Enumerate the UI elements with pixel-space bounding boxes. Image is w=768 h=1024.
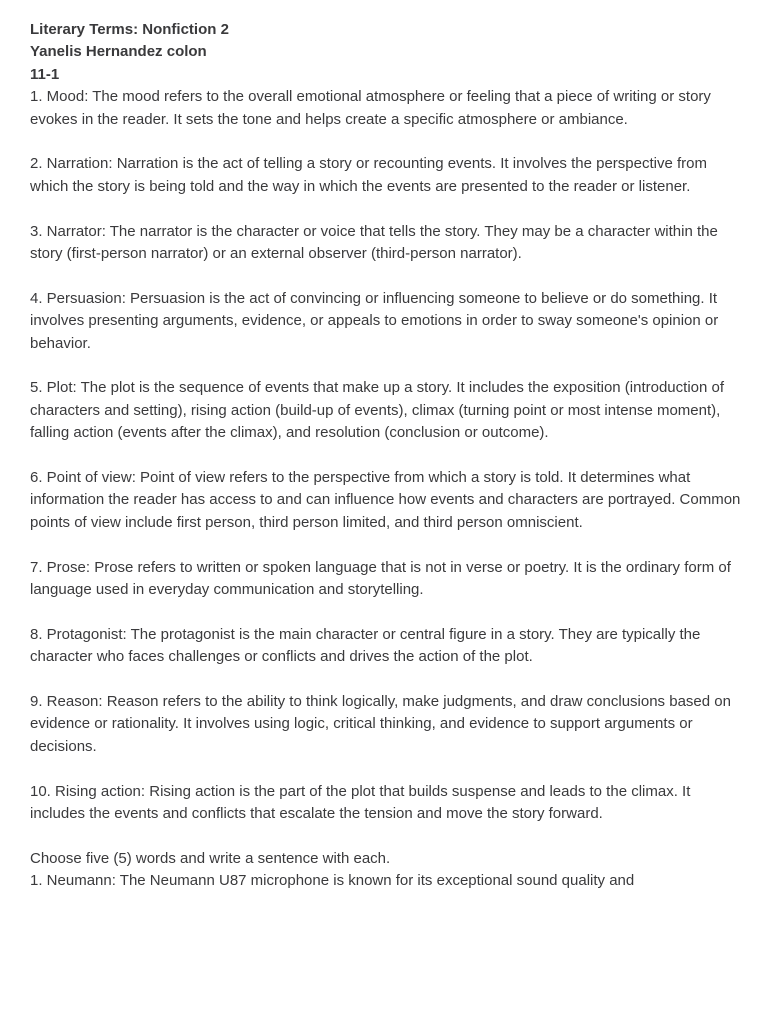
term-protagonist: 8. Protagonist: The protagonist is the main character or central figure in a story. They are typically the character who faces challenges or conflicts and drives the action of the plot. xyxy=(30,625,701,666)
sentence-item: 1. Neumann: The Neumann U87 microphone is known for its exceptional sound quality and xyxy=(30,872,635,890)
term-prose: 7. Prose: Prose refers to written or spoken language that is not in verse or poetry. It is the ordinary form of language used in everyday communication and storytelling. xyxy=(30,558,731,599)
paragraph-gap xyxy=(30,758,746,780)
class-code: 11-1 xyxy=(30,65,60,83)
document-title: Literary Terms: Nonfiction 2 xyxy=(30,21,229,38)
term-rising-action: 10. Rising action: Rising action is the part of the plot that builds suspense and leads to the climax. It includes the events and conflicts that escalate the tension and move the story forward. xyxy=(30,782,691,823)
paragraph-gap xyxy=(30,355,746,377)
paragraph-gap xyxy=(30,265,746,287)
paragraph-gap xyxy=(30,534,746,556)
term-narration: 2. Narration: Narration is the act of telling a story or recounting events. It involves the perspective from which the story is being told and the way in which the events are presented to the reader or listener. xyxy=(30,155,707,195)
paragraph-gap xyxy=(30,601,746,623)
paragraph-gap xyxy=(30,669,746,691)
paragraph-gap xyxy=(30,131,746,153)
paragraph-gap xyxy=(30,825,746,847)
term-narrator: 3. Narrator: The narrator is the character or voice that tells the story. They may be a character within the story (first-person narrator) or an external observer (third-person narrator). xyxy=(30,222,718,263)
term-persuasion: 4. Persuasion: Persuasion is the act of convincing or influencing someone to believe or do something. It involves presenting arguments, evidence, or appeals to emotions in order to sway someone's opinion or behavior. xyxy=(30,289,719,352)
term-point-of-view: 6. Point of view: Point of view refers to the perspective from which a story is told. It determines what information the reader has access to and can influence how events and characters are portrayed. Common points of view include first person, third person limited, and third person omniscient. xyxy=(30,469,741,531)
paragraph-gap xyxy=(30,445,746,467)
note-document xyxy=(30,19,746,893)
paragraph-gap xyxy=(30,198,746,220)
sentence-instruction: Choose five (5) words and write a sentence with each. xyxy=(30,849,391,867)
term-reason: 9. Reason: Reason refers to the ability to think logically, make judgments, and draw conclusions based on evidence or rationality. It involves using logic, critical thinking, and evidence to support arguments or decisions. xyxy=(30,693,731,755)
term-plot: 5. Plot: The plot is the sequence of events that make up a story. It includes the exposition (introduction of characters and setting), rising action (build-up of events), climax (turning point or most intense moment), falling action (events after the climax), and resolution (conclusion or outcome). xyxy=(30,379,725,442)
author-name: Yanelis Hernandez colon xyxy=(30,43,207,61)
term-mood: 1. Mood: The mood refers to the overall emotional atmosphere or feeling that a piece of writing or story evokes in the reader. It sets the tone and helps create a specific atmosphere or ambiance. xyxy=(30,88,711,128)
